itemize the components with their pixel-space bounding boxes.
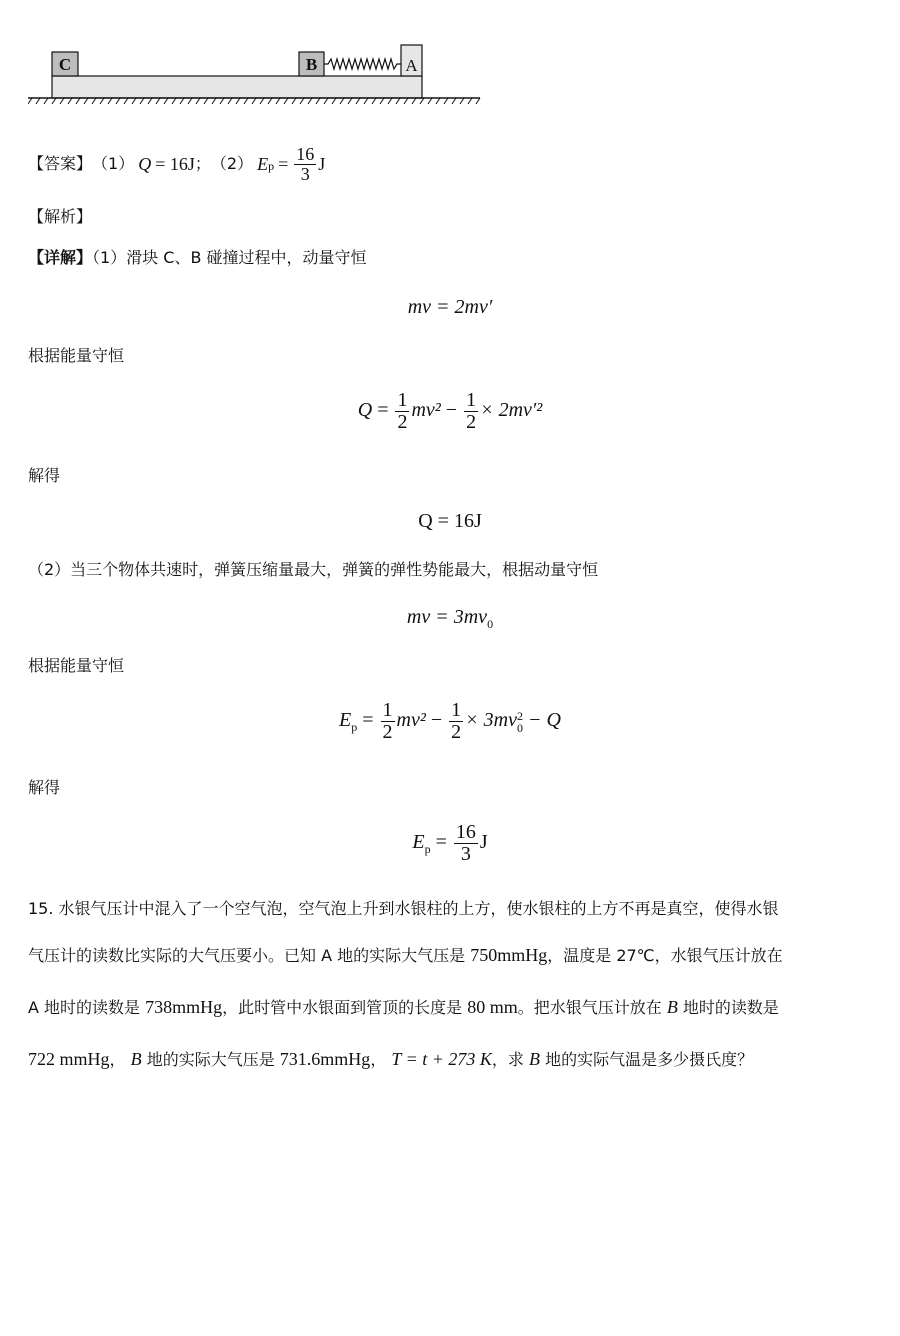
- eq5-fraction-2: [449, 700, 463, 743]
- eq6-denominator: 3: [460, 843, 471, 865]
- eq5-term-2: × 3mv: [465, 709, 517, 732]
- eq2-f1-numerator: 1: [397, 389, 408, 411]
- spring: [324, 59, 401, 69]
- board: [52, 76, 422, 98]
- p15-l3-text-g: 地时的读数是: [677, 998, 779, 1017]
- problem-15-line-2: [28, 942, 783, 969]
- eq2-fraction-1: [395, 390, 409, 433]
- answer-prefix: 【答案】: [28, 154, 93, 173]
- eq2-f2-denominator: 2: [466, 411, 477, 433]
- eq5-term-2-sup: 2: [516, 708, 523, 723]
- eq6-lhs: E: [412, 831, 425, 854]
- answer-ep-denominator: 3: [300, 163, 310, 184]
- eq2-equals: =: [377, 399, 389, 422]
- p15-l2-pressure-a: 750mmHg: [470, 945, 548, 965]
- eq5-equals: =: [362, 709, 374, 732]
- block-c-label: C: [58, 55, 72, 74]
- eq5-minus: −: [430, 709, 443, 732]
- answer-ep-numerator: 16: [296, 143, 315, 164]
- eq2-minus: −: [445, 399, 458, 422]
- analysis-label: 【解析】: [28, 207, 93, 226]
- p15-l4-text-j: 地的实际气温是多少摄氏度？: [540, 1050, 754, 1069]
- p15-l4-text-d: 地的实际大气压是: [141, 1050, 280, 1069]
- eq5-f1-numerator: 1: [382, 699, 393, 721]
- detail-text: （1）滑块 C、B 碰撞过程中，动量守恒: [92, 248, 367, 267]
- equation-energy-1: [0, 390, 900, 433]
- p15-l2-text-a: 气压计的读数比实际的大气压要小。已知 A 地的实际大气压是: [28, 946, 471, 965]
- detail-label: 【详解】: [28, 248, 93, 267]
- eq4-lhs: mv = 3mv: [406, 606, 488, 628]
- eq5-term-1: mv²: [396, 709, 426, 732]
- eq5-f2-denominator: 2: [451, 721, 462, 743]
- problem-15-line-3: [28, 994, 779, 1021]
- equation-momentum-2: [0, 606, 900, 632]
- eq5-term-3: − Q: [522, 709, 561, 732]
- eq2-f1-denominator: 2: [397, 411, 408, 433]
- answer-ep-fraction: [294, 145, 316, 184]
- p15-l3-text-e: 。把水银气压计放在: [517, 998, 667, 1017]
- ground-hatch: [28, 98, 480, 104]
- equation-result-ep: [0, 822, 900, 865]
- p15-l4-text-h: ，求: [491, 1050, 529, 1069]
- answer-separator: ；: [194, 154, 211, 173]
- eq5-lhs: E: [339, 709, 352, 732]
- solve-label-1: 解得: [28, 466, 61, 485]
- answer-q-symbol: Q: [138, 154, 152, 174]
- p15-l4-reading-b: 722 mmHg: [28, 1049, 110, 1069]
- problem-15-line-4: [28, 1046, 753, 1073]
- block-a-label: A: [405, 56, 418, 75]
- equation-result-q: Q = 16J: [418, 510, 482, 532]
- eq5-f2-numerator: 1: [451, 699, 462, 721]
- eq5-f1-denominator: 2: [382, 721, 393, 743]
- p15-l4-location-b-2: B: [529, 1049, 540, 1069]
- answer-ep-symbol: E: [257, 154, 269, 174]
- equation-energy-2: [0, 700, 900, 743]
- eq6-unit: J: [479, 831, 488, 854]
- eq6-numerator: 16: [455, 821, 476, 843]
- eq2-lhs: Q: [357, 399, 373, 422]
- p15-l4-formula: T = t + 273 K: [391, 1049, 492, 1069]
- eq2-term-1: mv²: [411, 399, 441, 422]
- p15-l4-pressure-b: 731.6mmHg: [279, 1049, 371, 1069]
- eq5-lhs-subscript: p: [351, 720, 358, 735]
- eq5-term-2-sub: 0: [516, 720, 523, 735]
- p15-l4-text-f: ，: [370, 1050, 392, 1069]
- energy-label-2: 根据能量守恒: [28, 656, 125, 675]
- part2-text: （2）当三个物体共速时，弹簧压缩量最大，弹簧的弹性势能最大，根据动量守恒: [28, 560, 599, 579]
- detail-line: [28, 246, 367, 270]
- equation-momentum-1: mv = 2mv′: [407, 296, 493, 318]
- solve-label-2: 解得: [28, 778, 61, 797]
- answer-line: [28, 140, 325, 188]
- answer-ep-subscript: p: [268, 159, 275, 173]
- eq2-fraction-2: [464, 390, 478, 433]
- block-b-label: B: [305, 55, 318, 74]
- problem-15: [28, 896, 878, 1096]
- p15-l4-location-b: B: [130, 1049, 142, 1069]
- answer-ep-unit: J: [318, 154, 326, 174]
- answer-part2-label: （2）: [210, 154, 254, 173]
- eq5-fraction-1: [381, 700, 395, 743]
- energy-label-1: 根据能量守恒: [28, 346, 125, 365]
- eq2-f2-numerator: 1: [466, 389, 477, 411]
- eq2-term-2: × 2mv′²: [480, 399, 543, 422]
- eq6-equals: =: [435, 831, 447, 854]
- p15-l4-text-b: ，: [109, 1050, 131, 1069]
- answer-q-value: = 16J: [155, 154, 195, 174]
- p15-l3-text-a: A 地时的读数是: [28, 998, 146, 1017]
- answer-ep-equals: =: [278, 154, 289, 174]
- p15-l2-text-c: ，温度是 27℃，水银气压计放在: [547, 946, 783, 965]
- problem-15-line-1: 15. 水银气压计中混入了一个空气泡，空气泡上升到水银柱的上方，使水银柱的上方不再是真空，使得水银: [28, 899, 779, 918]
- eq6-fraction: [454, 822, 478, 865]
- eq6-subscript: p: [424, 842, 431, 857]
- p15-l3-length: 80 mm: [467, 997, 518, 1017]
- p15-l3-reading-a: 738mmHg: [145, 997, 223, 1017]
- p15-l3-text-c: ，此时管中水银面到管顶的长度是: [222, 998, 468, 1017]
- p15-l3-location-b: B: [666, 997, 678, 1017]
- spring-blocks-figure: [28, 40, 488, 112]
- answer-part1-label: （1）: [92, 154, 135, 173]
- eq4-subscript: 0: [487, 617, 494, 631]
